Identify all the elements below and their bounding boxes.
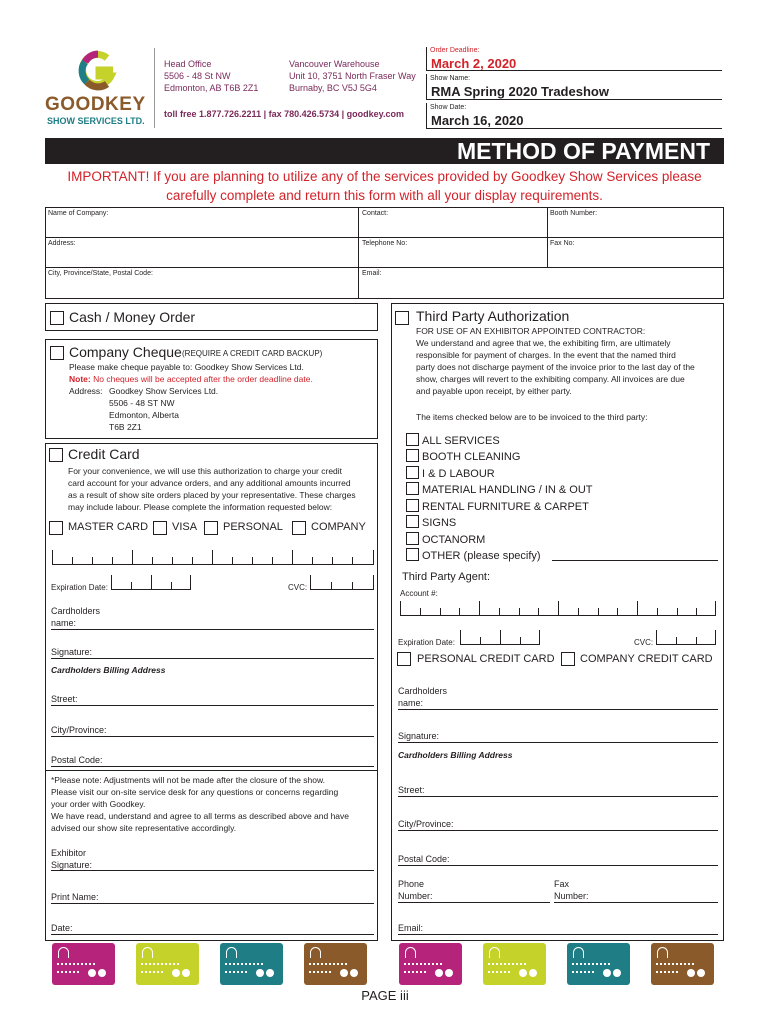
item-rental-furniture[interactable]: RENTAL FURNITURE & CARPET — [406, 497, 589, 515]
logo-sub: SHOW SERVICES LTD. — [47, 116, 145, 126]
show-name-label: Show Name: — [430, 75, 471, 82]
third-party-checkbox[interactable] — [395, 311, 409, 325]
credit-card-icon — [483, 943, 546, 985]
third-party-label: Third Party Authorization — [416, 308, 570, 324]
postal-code-field[interactable] — [51, 766, 374, 767]
cheque-note: Note: No cheques will be accepted after the order deadline date. — [69, 374, 313, 384]
billing-address-heading: Cardholders Billing Address — [51, 665, 166, 675]
cardholder-name-label: Cardholders name: — [51, 606, 101, 628]
third-party-section — [391, 303, 724, 941]
item-octanorm[interactable]: OCTANORM — [406, 530, 485, 548]
address-field[interactable]: Address: — [48, 240, 76, 247]
header-divider — [154, 48, 155, 128]
cash-label: Cash / Money Order — [69, 309, 196, 325]
tp-signature-label: Signature: — [398, 731, 440, 741]
item-material-handling[interactable]: MATERIAL HANDLING / IN & OUT — [406, 480, 593, 498]
email-field[interactable]: Email: — [362, 270, 382, 277]
company-info-table — [45, 207, 724, 299]
tp-company-card-label: COMPANY CREDIT CARD — [580, 653, 713, 665]
booth-number-field[interactable]: Booth Number: — [550, 210, 598, 217]
tp-company-card-checkbox[interactable] — [561, 652, 575, 666]
company-name-field[interactable]: Name of Company: — [48, 210, 109, 217]
exhibitor-signature-field[interactable] — [51, 870, 374, 871]
goodkey-logo-icon — [77, 50, 119, 92]
company-checkbox[interactable] — [292, 521, 306, 535]
item-id-labour[interactable]: I & D LABOUR — [406, 464, 495, 482]
date-field[interactable] — [51, 934, 374, 935]
credit-card-icon — [651, 943, 714, 985]
street-label: Street: — [51, 694, 78, 704]
print-name-label: Print Name: — [51, 892, 99, 902]
order-deadline-box — [426, 47, 722, 71]
cvc-field[interactable] — [310, 576, 374, 590]
tp-signature-field[interactable] — [398, 742, 718, 743]
cvc-label: CVC: — [288, 583, 308, 592]
tp-phone-label: Phone Number: — [398, 879, 433, 901]
page-number: PAGE iii — [361, 988, 409, 1003]
tp-cardholder-field[interactable] — [398, 709, 718, 710]
third-party-agent-label: Third Party Agent: — [402, 571, 491, 583]
personal-checkbox[interactable] — [204, 521, 218, 535]
head-office: Head Office 5506 - 48 St NW Edmonton, AB T6B 2Z1 — [164, 59, 259, 93]
visa-label: VISA — [172, 521, 198, 533]
credit-card-checkbox[interactable] — [49, 448, 63, 462]
tp-email-field[interactable] — [398, 934, 718, 935]
tp-postal-label: Postal Code: — [398, 854, 450, 864]
cash-checkbox[interactable] — [50, 311, 64, 325]
expiration-field[interactable] — [111, 576, 191, 590]
signature-label: Signature: — [51, 647, 93, 657]
tp-city-label: City/Province: — [398, 819, 454, 829]
cheque-note-small: (REQUIRE A CREDIT CARD BACKUP) — [182, 349, 323, 358]
other-specify-field[interactable] — [552, 560, 718, 561]
tp-cvc-label: CVC: — [634, 638, 654, 647]
street-field[interactable] — [51, 705, 374, 706]
tp-email-label: Email: — [398, 923, 424, 933]
tp-personal-card-label: PERSONAL CREDIT CARD — [417, 653, 555, 665]
tp-cardholder-label: Cardholders name: — [398, 686, 448, 708]
exhibitor-signature-label: Exhibitor Signature: — [51, 848, 93, 870]
page-title: METHOD OF PAYMENT — [456, 138, 710, 164]
telephone-field[interactable]: Telephone No: — [362, 240, 408, 247]
city-label: City/Province: — [51, 725, 107, 735]
credit-card-icon — [136, 943, 199, 985]
company-label: COMPANY — [311, 521, 366, 533]
contact-line: toll free 1.877.726.2211 | fax 780.426.5734 | goodkey.com — [164, 109, 405, 119]
vancouver-warehouse: Vancouver Warehouse Unit 10, 3751 North Fraser Way Burnaby, BC V5J 5G4 — [289, 59, 416, 93]
contact-field[interactable]: Contact: — [362, 210, 389, 217]
credit-card-icon — [399, 943, 462, 985]
show-date-box — [426, 103, 722, 129]
cheque-label: Company Cheque — [69, 344, 182, 360]
mastercard-label: MASTER CARD — [68, 521, 149, 533]
item-other[interactable]: OTHER (please specify) — [406, 546, 541, 564]
items-intro: The items checked below are to be invoiced to the third party: — [416, 412, 648, 422]
city-province-field[interactable] — [51, 736, 374, 737]
cheque-checkbox[interactable] — [50, 346, 64, 360]
adjustment-notice: *Please note: Adjustments will not be made after the closure of the show. Please visit our on-site service desk for any questions or concerns regarding your order with Goodkey. We have read, understand and agree to all terms as described above and have advised our show site representative accordingly. — [51, 775, 350, 833]
card-number-field[interactable] — [52, 551, 374, 565]
item-signs[interactable]: SIGNS — [406, 513, 456, 531]
order-deadline-label: Order Deadline: — [430, 47, 480, 54]
credit-card-section — [45, 443, 378, 941]
logo-name: GOODKEY — [45, 94, 146, 115]
credit-card-icon — [52, 943, 115, 985]
credit-card-description: For your convenience, we will use this authorization to charge your credit card account for your advance orders, and any additional amounts incurred as a result of show site orders placed by your representative. These charges may include labour. Please complete the information requested below: — [68, 466, 356, 512]
tp-cvc-field[interactable] — [656, 631, 716, 645]
visa-checkbox[interactable] — [153, 521, 167, 535]
tp-street-field[interactable] — [398, 796, 718, 797]
cardholder-name-field[interactable] — [51, 629, 374, 630]
title-bar — [45, 138, 724, 164]
tp-fax-field[interactable] — [554, 902, 718, 903]
tp-street-label: Street: — [398, 785, 425, 795]
show-name-value: RMA Spring 2020 Tradeshow — [431, 84, 609, 99]
city-field[interactable]: City, Province/State, Postal Code: — [48, 270, 153, 277]
show-name-box — [426, 74, 722, 100]
print-name-field[interactable] — [51, 903, 374, 904]
show-date-value: March 16, 2020 — [431, 113, 524, 128]
tp-city-field[interactable] — [398, 830, 718, 831]
fax-field[interactable]: Fax No: — [550, 240, 575, 247]
credit-card-icon — [220, 943, 283, 985]
goodkey-logo — [45, 50, 150, 130]
order-deadline-value: March 2, 2020 — [431, 56, 517, 71]
important-notice: IMPORTANT! If you are planning to utilize any of the services provided by Goodkey Show Services please carefully complete and return this form with all your display requirements. — [67, 169, 702, 203]
tp-postal-field[interactable] — [398, 865, 718, 866]
tp-fax-label: Fax Number: — [554, 879, 589, 901]
mastercard-checkbox[interactable] — [49, 521, 63, 535]
cash-section — [45, 303, 378, 331]
credit-card-label: Credit Card — [68, 446, 140, 462]
date-label: Date: — [51, 923, 73, 933]
credit-card-icon — [304, 943, 367, 985]
account-number-field[interactable] — [400, 602, 716, 616]
third-party-terms: FOR USE OF AN EXHIBITOR APPOINTED CONTRACTOR: We understand and agree that we, the exhibiting firm, are ultimately responsible for payment of charges. In the event that the named third party does not discharge payment of the invoice prior to the last day of the show, charges will revert to the exhibiting company. All invoices are due and payable upon receipt, by either party. — [416, 326, 695, 396]
signature-field[interactable] — [51, 658, 374, 659]
tp-billing-heading: Cardholders Billing Address — [398, 750, 513, 760]
item-all-services[interactable]: ALL SERVICES — [406, 431, 500, 449]
personal-label: PERSONAL — [223, 521, 283, 533]
postal-label: Postal Code: — [51, 755, 103, 765]
account-label: Account #: — [400, 589, 438, 598]
tp-expiration-label: Expiration Date: — [398, 638, 455, 647]
credit-card-icon — [567, 943, 630, 985]
tp-expiration-field[interactable] — [460, 631, 540, 645]
tp-personal-card-checkbox[interactable] — [397, 652, 411, 666]
item-booth-cleaning[interactable]: BOOTH CLEANING — [406, 447, 520, 465]
tp-phone-field[interactable] — [398, 902, 550, 903]
expiration-label: Expiration Date: — [51, 583, 108, 592]
cheque-section: Company Cheque (REQUIRE A CREDIT CARD BACKUP) Please make cheque payable to: Goodkey Show Services Ltd. Note: No cheques will be accepted after the order deadline date. Address: Goodkey Show Services Ltd. 5506 - 48 ST NW Edmonton, Alberta T6B 2Z1 — [45, 339, 378, 439]
show-date-label: Show Date: — [430, 104, 467, 111]
